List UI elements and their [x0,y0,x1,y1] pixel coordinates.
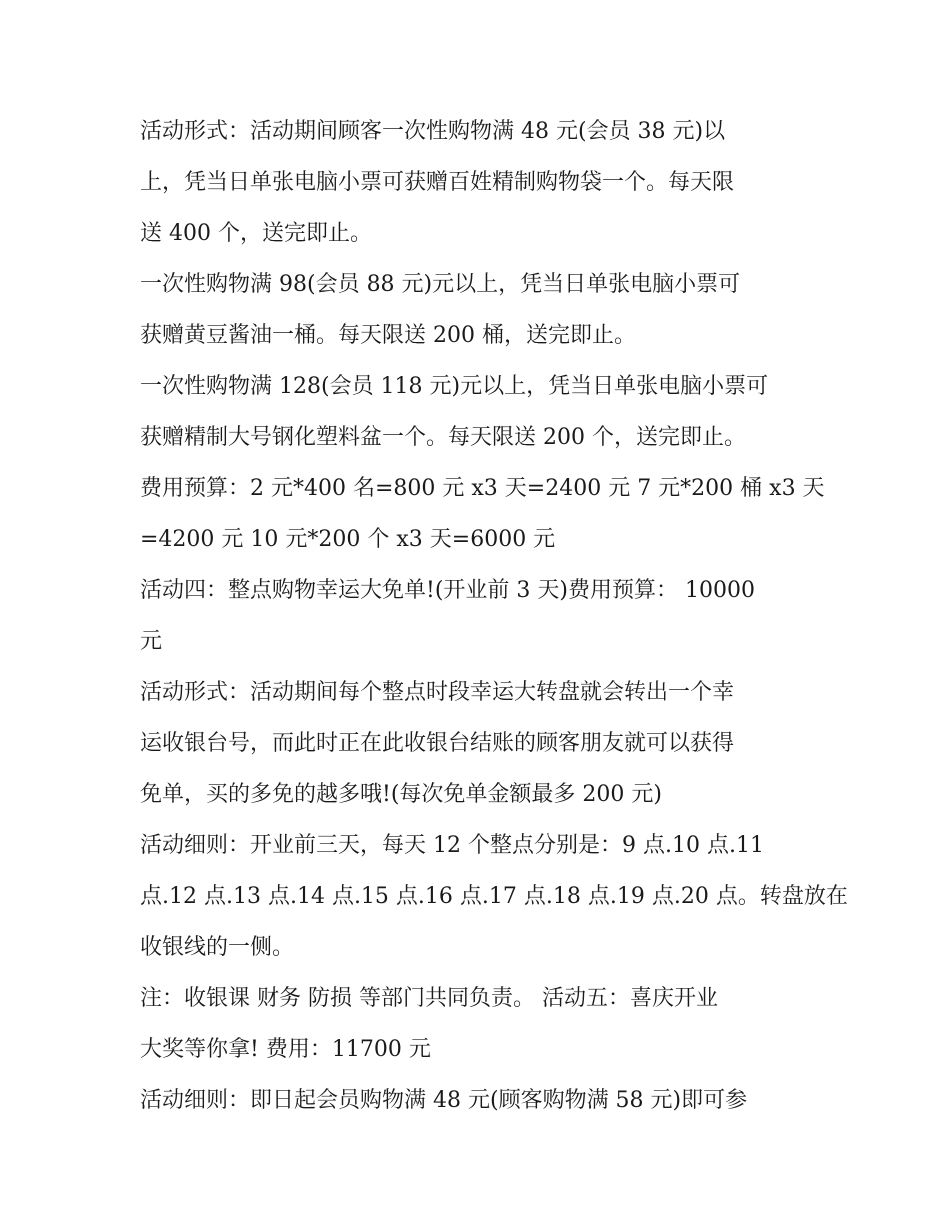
text-line: 费用预算：2 元*400 名=800 元 x3 天=2400 元 7 元*200 桶 x3 天 [140,476,825,501]
text-line: 注：收银课 财务 防损 等部门共同负责。 活动五：喜庆开业 [140,986,718,1011]
text-line: 点.12 点.13 点.14 点.15 点.16 点.17 点.18 点.19 点.20 点。转盘放在 [140,884,848,909]
text-line: 获赠黄豆酱油一桶。每天限送 200 桶，送完即止。 [140,323,636,348]
text-line: =4200 元 10 元*200 个 x3 天=6000 元 [140,527,556,552]
text-line: 活动细则：开业前三天，每天 12 个整点分别是：9 点.10 点.11 [140,833,764,858]
text-line: 活动形式：活动期间顾客一次性购物满 48 元(会员 38 元)以 [140,119,726,144]
text-line: 送 400 个，送完即止。 [140,221,372,246]
text-line: 元 [140,629,163,654]
text-line: 收银线的一侧。 [140,935,295,960]
text-line: 一次性购物满 98(会员 88 元)元以上，凭当日单张电脑小票可 [140,272,741,297]
text-line: 活动形式：活动期间每个整点时段幸运大转盘就会转出一个幸 [140,680,735,705]
text-line: 大奖等你拿! 费用：11700 元 [140,1037,431,1062]
text-line: 一次性购物满 128(会员 118 元)元以上，凭当日单张电脑小票可 [140,374,769,399]
text-line: 上，凭当日单张电脑小票可获赠百姓精制购物袋一个。每天限 [140,170,735,195]
document-body [140,106,848,1126]
text-line: 活动四：整点购物幸运大免单!(开业前 3 天)费用预算： 10000 [140,578,755,603]
text-line: 获赠精制大号钢化塑料盆一个。每天限送 200 个，送完即止。 [140,425,746,450]
text-line: 活动细则：即日起会员购物满 48 元(顾客购物满 58 元)即可参 [140,1088,748,1113]
text-line: 免单，买的多免的越多哦!(每次免单金额最多 200 元) [140,782,662,807]
text-line: 运收银台号，而此时正在此收银台结账的顾客朋友就可以获得 [140,731,735,756]
